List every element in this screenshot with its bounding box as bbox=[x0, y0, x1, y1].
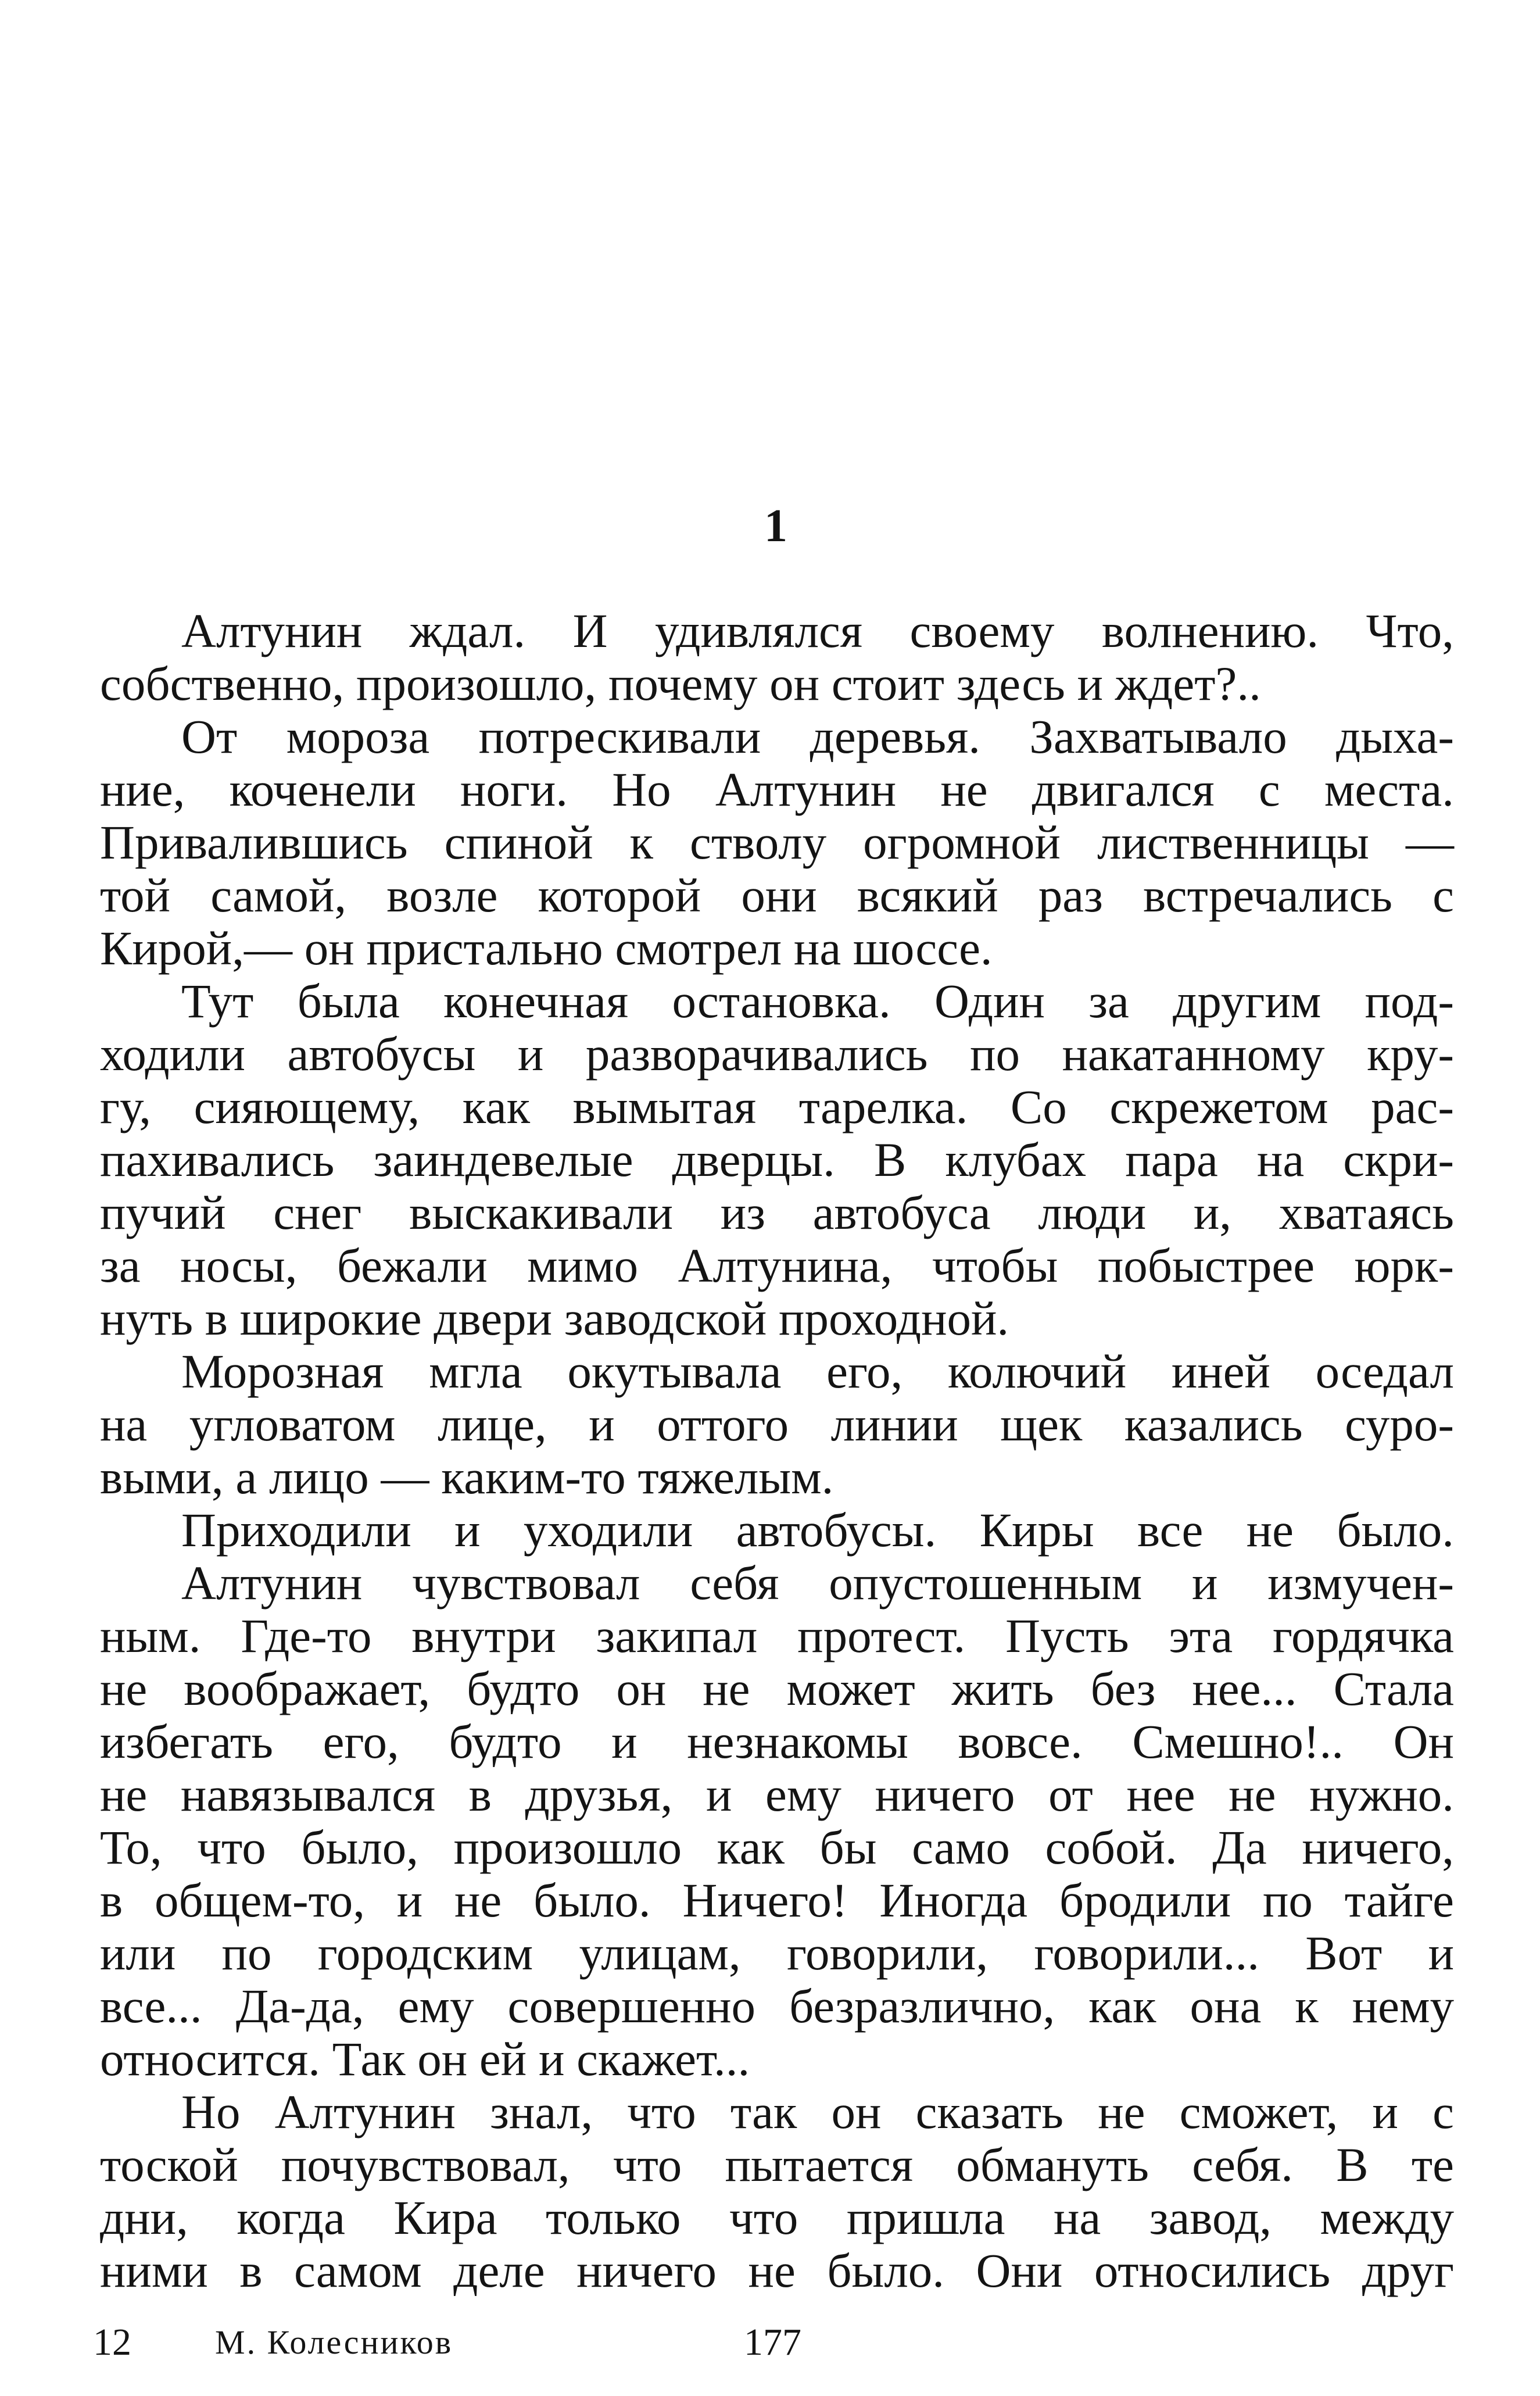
text-line: Алтунин чувствовал себя опустошенным и измучен- bbox=[181, 1556, 1454, 1610]
text-line: на угловатом лице, и оттого линии щек казались суро- bbox=[100, 1397, 1454, 1451]
text-line: Алтунин ждал. И удивлялся своему волнению. Что, bbox=[181, 604, 1454, 657]
text-line: От мороза потрескивали деревья. Захватывало дыха- bbox=[181, 710, 1454, 763]
text-line: Кирой,— он пристально смотрел на шоссе. bbox=[100, 921, 993, 975]
text-line: ними в самом деле ничего не было. Они относились друг bbox=[100, 2244, 1454, 2297]
text-line: То, что было, произошло как бы само собой. Да ничего, bbox=[100, 1821, 1454, 1874]
text-line: собственно, произошло, почему он стоит здесь и ждет?.. bbox=[100, 657, 1261, 710]
text-line: избегать его, будто и незнакомы вовсе. Смешно!.. Он bbox=[100, 1715, 1454, 1768]
body-text bbox=[100, 605, 1454, 2297]
text-line: Привалившись спиной к стволу огромной лиственницы — bbox=[100, 816, 1454, 869]
text-line: тоской почувствовал, что пытается обмануть себя. В те bbox=[100, 2138, 1454, 2191]
text-line: выми, а лицо — каким-то тяжелым. bbox=[100, 1450, 834, 1504]
text-line: не навязывался в друзья, и ему ничего от нее не нужно. bbox=[100, 1768, 1454, 1821]
text-line: Но Алтунин знал, что так он сказать не сможет, и с bbox=[181, 2085, 1454, 2138]
text-line: не воображает, будто он не может жить без нее... Стала bbox=[100, 1662, 1454, 1715]
text-line: все... Да-да, ему совершенно безразлично, как она к нему bbox=[100, 1979, 1454, 2033]
paragraph-6 bbox=[100, 1557, 1454, 2086]
page-footer bbox=[93, 2319, 1453, 2366]
paragraph-4 bbox=[100, 1345, 1454, 1504]
paragraph-2 bbox=[100, 710, 1454, 975]
paragraph-7 bbox=[100, 2086, 1454, 2297]
text-line: Приходили и уходили автобусы. Киры все не было. bbox=[181, 1503, 1454, 1557]
text-line: Тут была конечная остановка. Один за другим под- bbox=[181, 974, 1454, 1028]
text-line: ние, коченели ноги. Но Алтунин не двигался с места. bbox=[100, 763, 1454, 816]
text-line: гу, сияющему, как вымытая тарелка. Со скрежетом рас- bbox=[100, 1080, 1454, 1133]
text-line: относится. Так он ей и скажет... bbox=[100, 2032, 750, 2086]
text-line: за носы, бежали мимо Алтунина, чтобы побыстрее юрк- bbox=[100, 1239, 1454, 1292]
text-line: пахивались заиндевелые дверцы. В клубах пара на скри- bbox=[100, 1133, 1454, 1186]
paragraph-5 bbox=[100, 1504, 1454, 1557]
text-line: той самой, возле которой они всякий раз встречались с bbox=[100, 868, 1454, 922]
text-line: ходили автобусы и разворачивались по накатанному кру- bbox=[100, 1027, 1454, 1081]
text-line: ным. Где-то внутри закипал протест. Пусть эта гордячка bbox=[100, 1609, 1454, 1662]
footer-author: М. Колесников bbox=[215, 2323, 453, 2361]
page-number: 177 bbox=[744, 2321, 801, 2363]
text-line: дни, когда Кира только что пришла на завод, между bbox=[100, 2191, 1454, 2244]
paragraph-1 bbox=[100, 605, 1454, 710]
text-line: в общем-то, и не было. Ничего! Иногда бродили по тайге bbox=[100, 1873, 1454, 1927]
text-line: Морозная мгла окутывала его, колючий иней оседал bbox=[181, 1344, 1454, 1398]
text-line: пучий снег выскакивали из автобуса люди и, хватаясь bbox=[100, 1186, 1454, 1239]
paragraph-3 bbox=[100, 975, 1454, 1345]
chapter-number: 1 bbox=[764, 500, 787, 552]
text-line: нуть в широкие двери заводской проходной. bbox=[100, 1292, 1009, 1345]
text-line: или по городским улицам, говорили, говорили... Вот и bbox=[100, 1926, 1454, 1980]
signature-mark: 12 bbox=[93, 2321, 131, 2363]
